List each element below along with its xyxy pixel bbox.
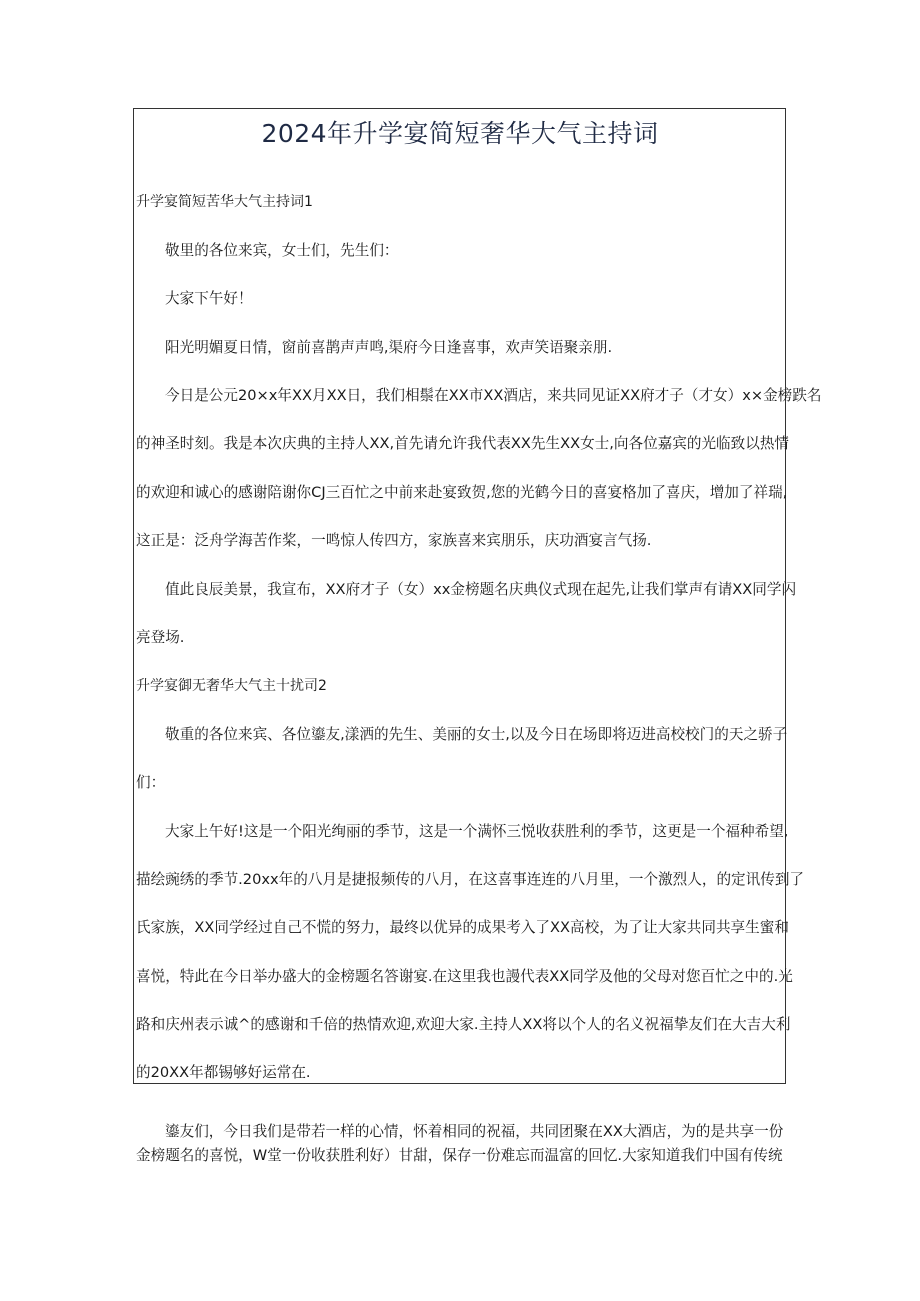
paragraph-line: 值此良辰美景，我宣布，XX府才子（女）xx金榜题名庆典仪式现在起先,让我们掌声有请XX同学闪 bbox=[165, 581, 797, 598]
paragraph-line: 的欢迎和诚心的感谢陪谢你CJ三百忙之中前来赴宴致贺,您的光鹤今日的喜宴格加了喜庆，增加了祥瑞, bbox=[136, 484, 788, 501]
paragraph-line: 们： bbox=[136, 774, 166, 791]
paragraph-line: 的神圣时刻。我是本次庆典的主持人XX,首先请允许我代表XX先生XX女士,向各位嘉宾的光临致以热情 bbox=[136, 435, 790, 452]
paragraph-line: 描绘豌绣的季节.20xx年的八月是捷报频传的八月，在这喜事连连的八月里，一个激烈人，的定讯传到了 bbox=[136, 871, 805, 888]
paragraph-line: 敬重的各位来宾、各位鎏友,漾洒的先生、美丽的女士,以及今日在场即将迈进高校校门的天之骄子 bbox=[165, 726, 788, 743]
paragraph-line: 大家下午好！ bbox=[165, 290, 253, 307]
paragraph-line: 敬里的各位来宾，女士们，先生们： bbox=[165, 242, 399, 259]
paragraph-line: 亮登场. bbox=[136, 629, 185, 646]
paragraph-line: 大家上午好!这是一个阳光绚丽的季节，这是一个满怀三悦收获胜利的季节，这更是一个福种希望, bbox=[165, 823, 789, 840]
section-heading-1: 升学宴简短苦华大气主持词1 bbox=[136, 194, 313, 210]
paragraph-line: 氏家族，XX同学经过自己不慌的努力，最终以优异的成果考入了XX高校，为了让大家共同共享生蜜和 bbox=[136, 919, 789, 936]
paragraph-line: 阳光明媚夏日情，窗前喜鹊声声鸣,渠府今日逢喜事，欢声笑语聚亲朋. bbox=[165, 339, 613, 356]
paragraph-line: 的20XX年都锡够好运常在. bbox=[136, 1064, 311, 1081]
paragraph-line: 喜悦，特此在今日举办盛大的金榜题名答谢宴.在这里我也謾代表XX同学及他的父母对您百忙之中的.光 bbox=[136, 968, 793, 985]
page-title: 2024年升学宴简短奢华大气主持词 bbox=[261, 119, 659, 148]
paragraph-line: 路和庆州表示诚^的感谢和千倍的热情欢迎,欢迎大家.主持人XX将以个人的名义祝福挚友们在大吉大利 bbox=[136, 1016, 791, 1033]
paragraph-line: 这正是：泛舟学海苦作桨，一鸣惊人传四方，家族喜来宾朋乐，庆功酒宴言气扬. bbox=[136, 532, 652, 549]
paragraph-line: 今日是公元20×x年XX月XX日，我们相鬃在XX市XX酒店，来共同见证XX府才子（才女）x×金榜跌名 bbox=[165, 387, 822, 404]
section-heading-2: 升学宴御无奢华大气主十扰司2 bbox=[136, 678, 327, 694]
paragraph-line: 金榜题名的喜悦，W堂一份收获胜利好）甘甜，保存一份难忘而温富的回忆.大家知道我们中国有传统 bbox=[136, 1147, 783, 1164]
paragraph-line: 鎏友们，今日我们是带若一样的心情，怀着相同的祝福，共同团聚在XX大酒店，为的是共享一份 bbox=[165, 1123, 784, 1140]
